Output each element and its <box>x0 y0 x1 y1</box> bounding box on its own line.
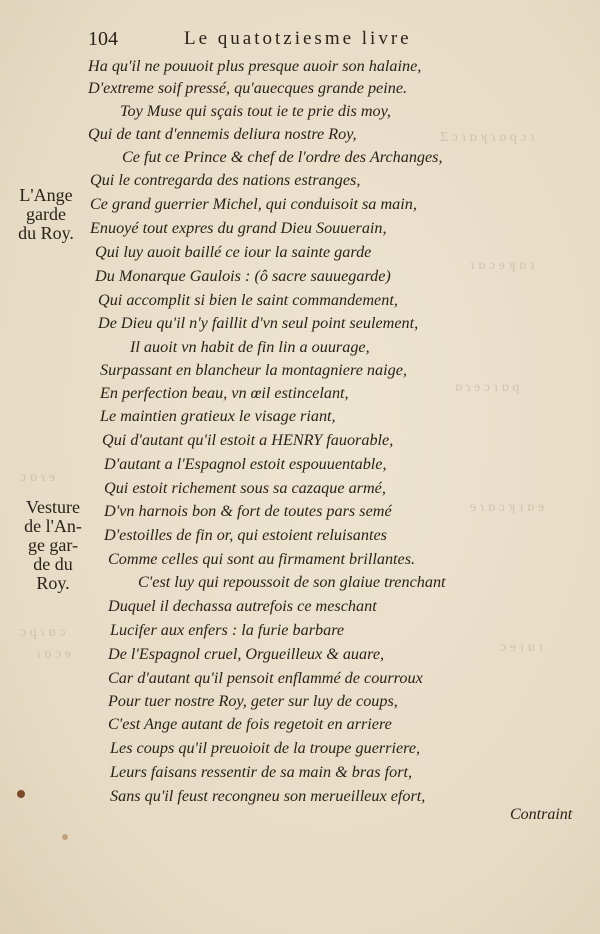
verse-line: Qui le contregarda des nations estranges, <box>90 171 361 189</box>
show-through-text: ɿ ɒ ɔ ɘ <box>36 647 71 662</box>
verse-line: Lucifer aux enfers : la furie barbare <box>110 621 345 639</box>
catchword: Contraint <box>510 806 573 823</box>
verse-line: Comme celles qui sont au firmament brillantes. <box>108 550 416 568</box>
verse-line: Duquel il dechassa autrefois ce meschant <box>108 597 377 615</box>
verse-line: Le maintien gratieux le visage riant, <box>100 407 336 425</box>
verse-line: D'estoilles de fin or, qui estoient reluisantes <box>104 526 387 544</box>
margin-note-ange-garde <box>8 186 84 243</box>
verse-line: Car d'autant qu'il pensoit enflammé de courroux <box>108 669 423 687</box>
margin-note-line: L'Ange <box>19 185 73 205</box>
show-through-text: ɔ q ɿ ɒ ɔ <box>20 625 66 640</box>
verse-line: De Dieu qu'il n'y faillit d'vn seul point seulement, <box>98 314 419 332</box>
verse-line: Il auoit vn habit de fin lin a ouurage, <box>130 338 370 356</box>
verse-line: Ce grand guerrier Michel, qui conduisoit sa main, <box>90 195 417 213</box>
verse-line: Les coups qu'il preuoioit de la troupe guerriere, <box>110 739 421 757</box>
margin-note-vesture <box>14 498 92 593</box>
verse-line: Qui estoit richement sous sa cazaque armé, <box>104 479 386 497</box>
verse-line: D'extreme soif pressé, qu'auecques grande peine. <box>88 79 408 97</box>
verse-line: C'est Ange autant de fois regetoit en arriere <box>108 715 392 733</box>
verse-line: Enuoyé tout expres du grand Dieu Souuerain, <box>90 219 387 237</box>
verse-line: Qui d'autant qu'il estoit a HENRY fauorable, <box>102 431 394 449</box>
margin-note-line: Roy. <box>36 573 70 593</box>
show-through-text: ɘ ɿ ɒ ɔ ʞ ɿ ɒ ɘ <box>470 500 545 515</box>
verse-line: Qui luy auoit baillé ce iour la sainte garde <box>95 243 372 261</box>
running-title: Le quatotziesme livre <box>184 28 412 49</box>
margin-note-line: ge gar- <box>27 535 79 555</box>
verse-line: D'autant a l'Espagnol estoit espouuentable, <box>104 455 387 473</box>
verse-line: De l'Espagnol cruel, Orgueilleux & auare, <box>108 645 385 663</box>
show-through-text: ɔ ɒ ɿ ɘ <box>20 470 55 485</box>
margin-note-line: garde <box>26 204 66 224</box>
verse-line: Qui accomplit si bien le saint commandement, <box>98 291 398 309</box>
margin-note-line: de l'An- <box>24 516 82 536</box>
verse-line: Pour tuer nostre Roy, geter sur luy de coups, <box>108 692 398 710</box>
verse-line: Ce fut ce Prince & chef de l'ordre des Archanges, <box>122 148 443 166</box>
verse-line: Sans qu'il feust recongneu son merueilleux efort, <box>110 787 426 805</box>
verse-line: Leurs faisans ressentir de sa main & bras fort, <box>110 763 413 781</box>
verse-line: Ha qu'il ne pouuoit plus presque auoir son halaine, <box>88 57 422 75</box>
verse-line: Du Monarque Gaulois : (ô sacre sauuegarde) <box>95 267 391 285</box>
verse-line: En perfection beau, vn œil estincelant, <box>100 384 349 402</box>
margin-note-line: du Roy. <box>18 223 74 243</box>
verse-line: Qui de tant d'ennemis deliura nostre Roy, <box>88 125 357 143</box>
verse-line: Surpassant en blancheur la montagniere naige, <box>100 361 407 379</box>
verse-line: C'est luy qui repoussoit de son glaiue trenchant <box>138 573 446 591</box>
page-number: 104 <box>88 28 118 50</box>
show-through-text: Ʃ ɔ ɿ ɒ ʞ ɿ ɒ q ɔ ɿ <box>440 130 535 145</box>
show-through-text: ɿ ɒ ɔ ɘ ʞ ɒ ɿ <box>470 258 535 273</box>
verse-line: Toy Muse qui sçais tout ie te prie dis moy, <box>120 102 391 120</box>
margin-note-line: de du <box>33 554 73 574</box>
show-through-text: ɔ ɘ ɿ ɒ ɿ <box>500 640 544 655</box>
show-through-text: ɒ ɿ ɘ ɔ ɿ ɒ q <box>455 380 520 395</box>
verse-line: D'vn harnois bon & fort de toutes pars semé <box>104 502 392 520</box>
margin-note-line: Vesture <box>26 497 80 517</box>
